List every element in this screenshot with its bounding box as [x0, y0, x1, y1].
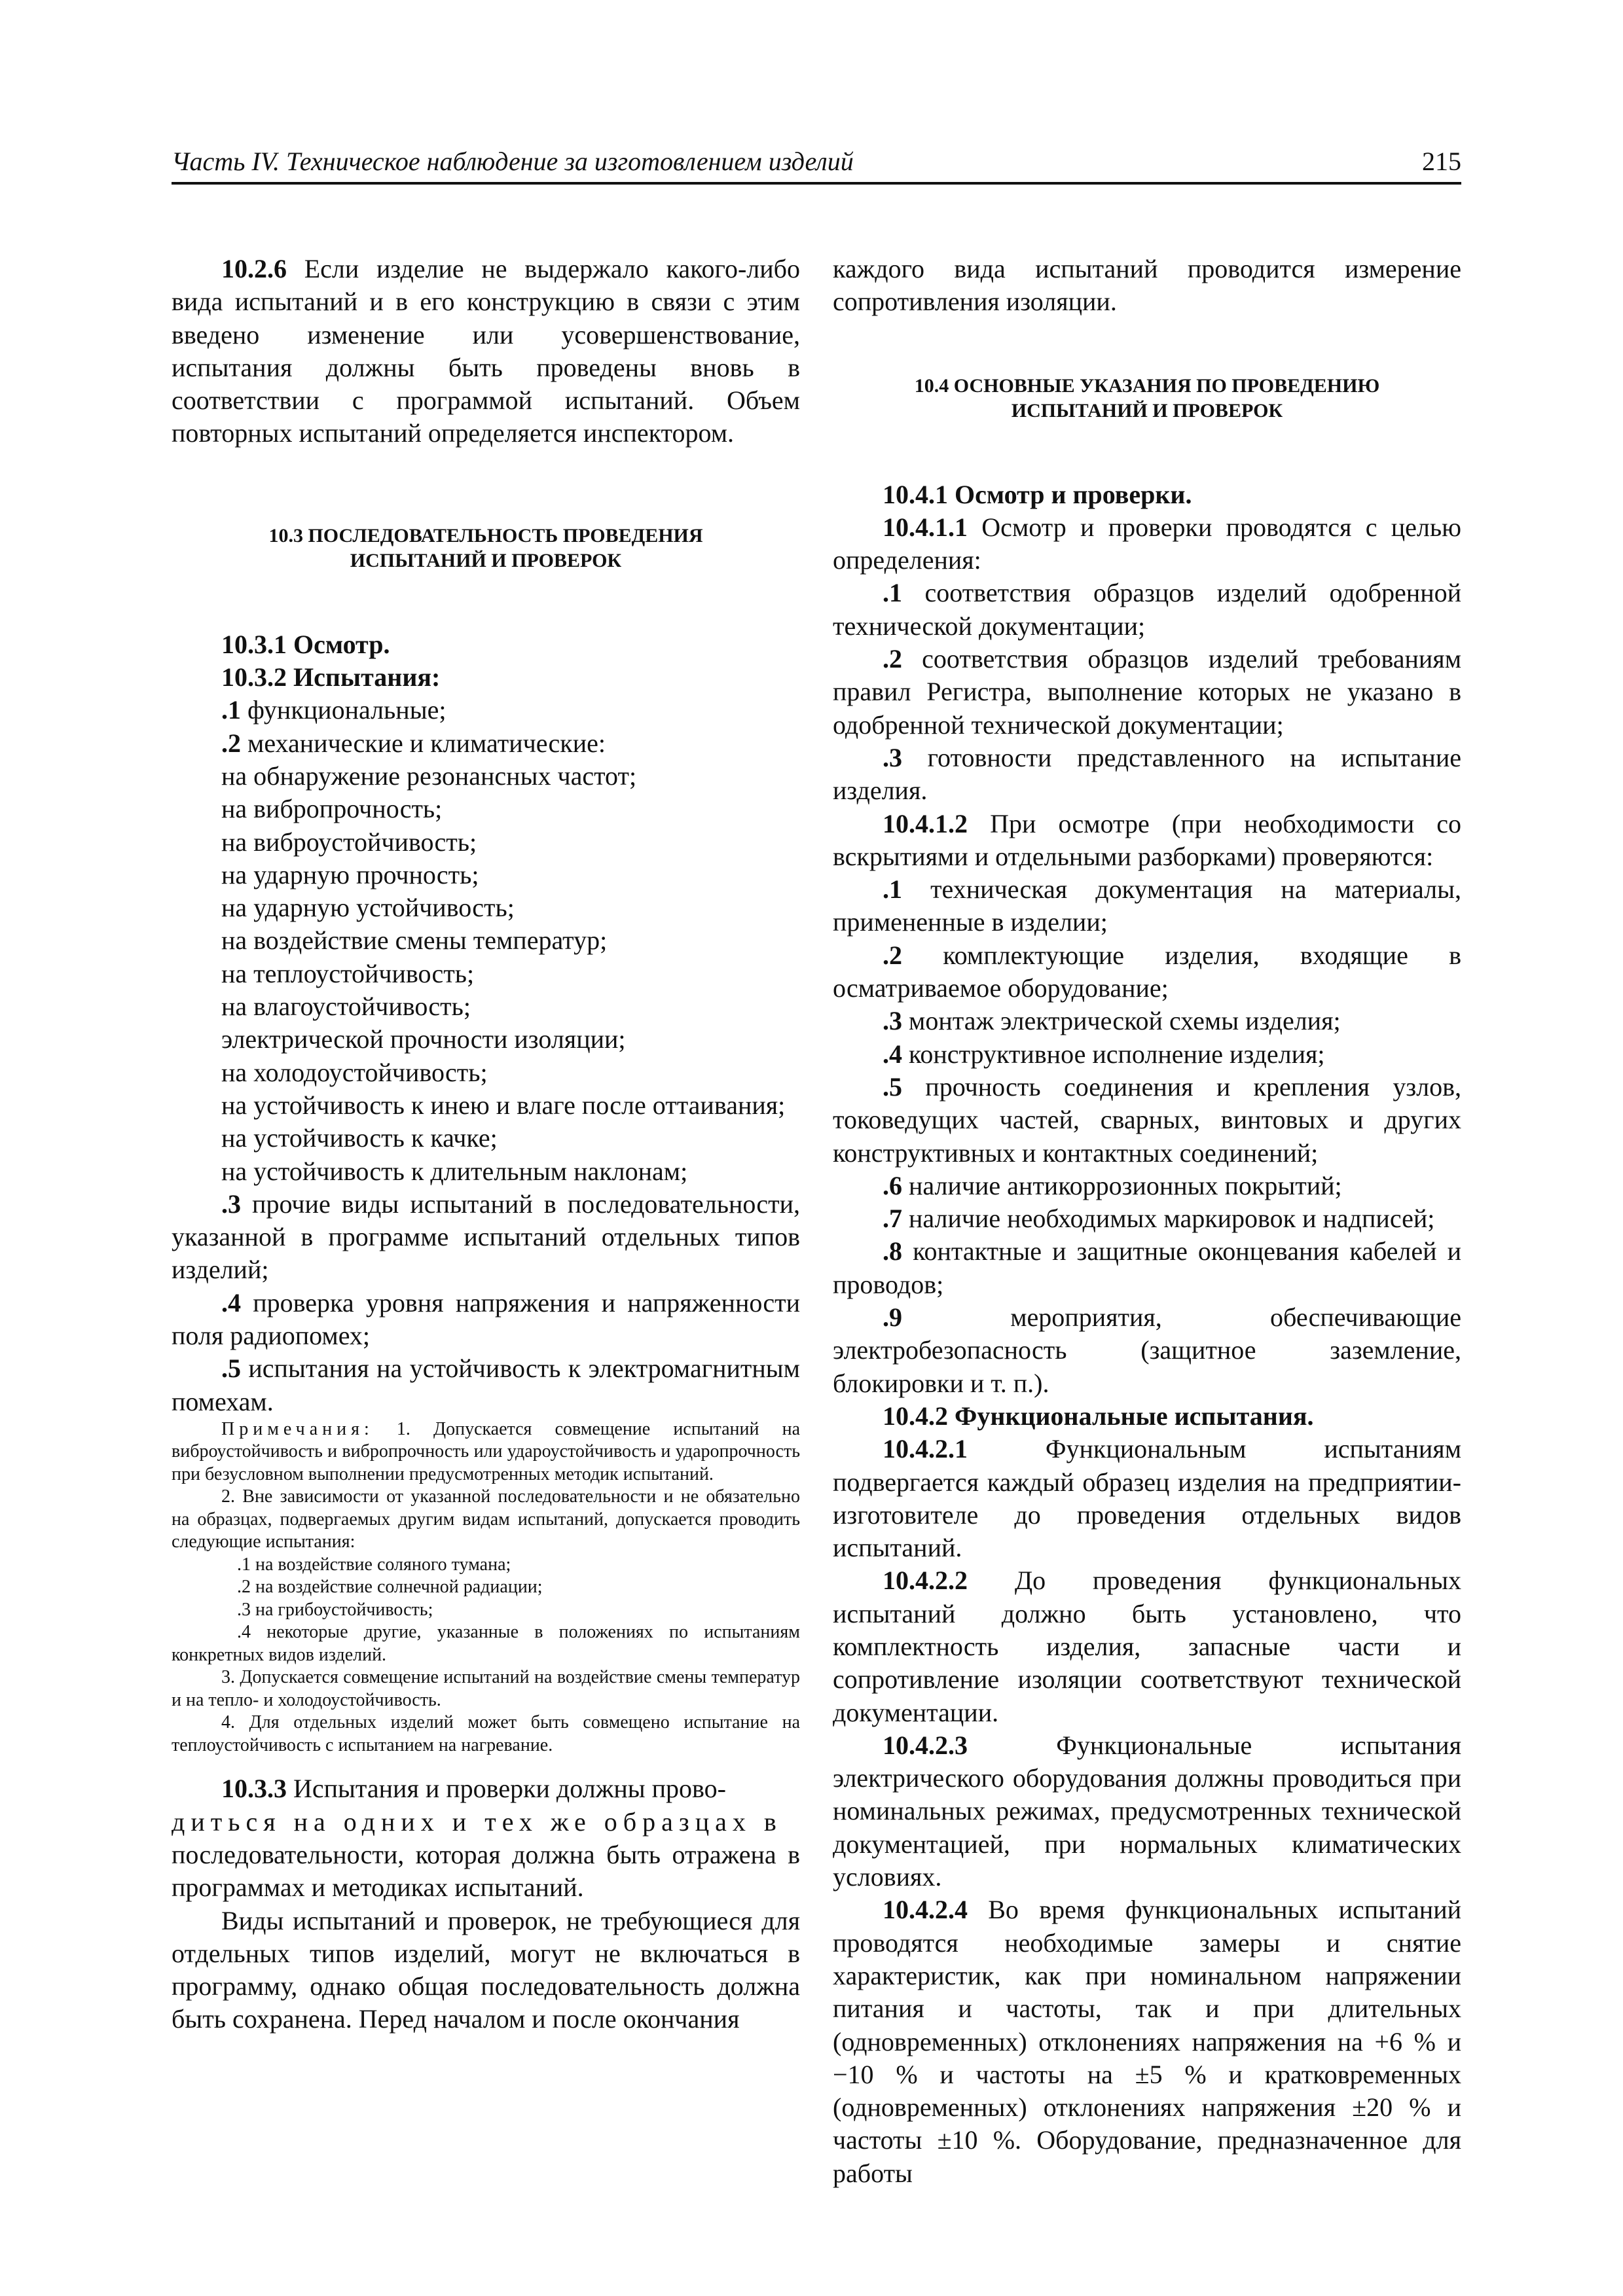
- clause-number: 10.2.6: [221, 254, 287, 283]
- paragraph-10-4-2-1: [833, 1433, 1461, 1564]
- clause-number: 10.4.1.1: [883, 512, 968, 542]
- heading-line: ИСПЫТАНИЙ И ПРОВЕРОК: [1011, 399, 1283, 422]
- item-number: .4: [221, 1287, 241, 1318]
- right-column: [833, 253, 1461, 2190]
- item-number: .3: [221, 1189, 241, 1219]
- heading-10-3-2: [172, 661, 800, 694]
- paragraph-10-4-2-4: [833, 1893, 1461, 2190]
- spacer: [172, 573, 800, 628]
- list-item: [833, 577, 1461, 643]
- test-item: на виброустойчивость;: [221, 827, 477, 857]
- section-heading-10-4: [833, 374, 1461, 423]
- heading-10-3-1: [172, 628, 800, 661]
- heading-10-4-1: [833, 478, 1461, 511]
- note-2-item: .4 некоторые другие, указанные в положениях по испытаниям конкретных видов изделий.: [172, 1622, 800, 1665]
- item-text: готовности представленного на испытание изделия.: [833, 742, 1461, 806]
- test-item: на холодоустойчивость;: [221, 1057, 488, 1087]
- item-text: проверка уровня напряжения и напряженности поля радиопомех;: [172, 1287, 800, 1351]
- test-item: на вибропрочность;: [221, 794, 443, 824]
- item-text: механические и климатические:: [241, 728, 606, 758]
- paragraph-10-4-1-2: [833, 808, 1461, 874]
- clause-text: При осмотре (при необходимости со вскрытиями и отдельными разборками) проверяются:: [833, 808, 1461, 871]
- list-item: [833, 742, 1461, 808]
- note-2-item: .1 на воздействие соляного тумана;: [237, 1554, 511, 1575]
- list-item: [833, 1071, 1461, 1170]
- paragraph-10-4-1-1: [833, 511, 1461, 577]
- subheading: 10.4.2 Функциональные испытания.: [883, 1401, 1314, 1431]
- item-number: .3: [883, 742, 902, 772]
- item-text: испытания на устойчивость к электромагнитным помехам.: [172, 1354, 800, 1416]
- heading-10-4-2: [833, 1400, 1461, 1433]
- item-text: конструктивное исполнение изделия;: [902, 1039, 1325, 1069]
- item-number: .3: [883, 1006, 902, 1036]
- heading-line: 10.4 ОСНОВНЫЕ УКАЗАНИЯ ПО ПРОВЕДЕНИЮ: [914, 374, 1380, 397]
- test-item: электрической прочности изоляции;: [221, 1024, 626, 1054]
- paragraph-10-4-2-2: [833, 1564, 1461, 1729]
- spacer: [833, 423, 1461, 478]
- test-item: на ударную устойчивость;: [221, 893, 515, 923]
- list-item: [833, 643, 1461, 742]
- subheading: 10.3.2 Испытания:: [221, 662, 441, 692]
- paragraph-10-3-3-rest: последовательности, которая должна быть отражена в программах и методиках испытаний.: [172, 1840, 800, 1903]
- page-number: 215: [1422, 147, 1461, 176]
- list-item: [172, 694, 800, 726]
- clause-text: Осмотр и проверки проводятся с целью определения:: [833, 512, 1461, 575]
- item-number: .9: [883, 1302, 902, 1333]
- test-item: на воздействие смены температур;: [221, 925, 608, 956]
- paragraph-10-3-3-line: [172, 1772, 800, 1805]
- list-item: [172, 727, 800, 760]
- header-rule: [172, 182, 1461, 185]
- subheading: 10.3.1 Осмотр.: [221, 629, 390, 659]
- item-text: монтаж электрической схемы изделия;: [902, 1006, 1341, 1036]
- item-text: соответствия образцов изделий требованиям правил Регистра, выполнение которых не указано в одобренной технической документации;: [833, 644, 1461, 740]
- spacer: [172, 1757, 800, 1772]
- note-2: 2. Вне зависимости от указанной последовательности и не обязательно на образцах, подвергаемых другим видам испытаний, допускается проводить следующие испытания:: [172, 1486, 800, 1552]
- heading-line: ИСПЫТАНИЙ И ПРОВЕРОК: [350, 549, 622, 571]
- test-item: на ударную прочность;: [221, 859, 479, 889]
- list-item: [833, 1301, 1461, 1400]
- paragraph-10-2-6: [172, 253, 800, 450]
- test-item: на устойчивость к длительным наклонам;: [221, 1156, 688, 1186]
- left-column: [172, 253, 800, 2036]
- item-text: наличие антикоррозионных покрытий;: [902, 1170, 1342, 1200]
- item-number: .5: [883, 1071, 902, 1102]
- list-item: [833, 873, 1461, 939]
- test-item: на теплоустойчивость;: [221, 958, 475, 988]
- item-number: .1: [883, 578, 902, 608]
- paragraph-10-4-2-3: [833, 1729, 1461, 1893]
- item-text: соответствия образцов изделий одобренной технической документации;: [833, 578, 1461, 641]
- item-text: прочность соединения и крепления узлов, токоведущих частей, сварных, винтовых и других конструктивных и контактных соединений;: [833, 1071, 1461, 1168]
- spacer: [833, 319, 1461, 374]
- list-item: [172, 1188, 800, 1287]
- note-1: [172, 1418, 800, 1486]
- test-item: на устойчивость к инею и влаге после оттаивания;: [221, 1090, 786, 1120]
- list-item: [833, 1235, 1461, 1301]
- paragraph-test-types: Виды испытаний и проверок, не требующиеся для отдельных типов изделий, могут не включаться в программу, однако общая последовательность должна быть сохранена. Перед началом и после окончания: [172, 1905, 800, 2034]
- clause-text: Функциональным испытаниям подвергается каждый образец изделия на предприятии-изготовителе до проведения отдельных видов испытаний.: [833, 1434, 1461, 1563]
- note-text: 1. Допускается совмещение испытаний на виброустойчивость и вибропрочность или удароустойчивость и ударопрочность при безусловном выполнении предусмотренных методик испытаний.: [172, 1418, 800, 1484]
- paragraph-10-3-3-line: диться на одних и тех же образцах в: [172, 1806, 782, 1837]
- list-item: [833, 1038, 1461, 1071]
- item-text: комплектующие изделия, входящие в осматриваемое оборудование;: [833, 940, 1461, 1003]
- item-text: мероприятия, обеспечивающие электробезопасность (защитное заземление, блокировки и т. п.).: [833, 1302, 1461, 1398]
- item-number: .2: [883, 644, 902, 674]
- test-item: на обнаружение резонансных частот;: [221, 761, 637, 791]
- note-2-item: .3 на грибоустойчивость;: [237, 1599, 433, 1620]
- item-text: контактные и защитные оконцевания кабелей и проводов;: [833, 1236, 1461, 1299]
- item-number: .7: [883, 1204, 902, 1234]
- list-item: [833, 1202, 1461, 1235]
- section-heading-10-3: [172, 524, 800, 573]
- list-item: [172, 1287, 800, 1353]
- clause-number: 10.4.2.1: [883, 1434, 968, 1464]
- item-number: .4: [883, 1039, 902, 1069]
- page-header: [172, 145, 1461, 178]
- note-3: 3. Допускается совмещение испытаний на воздействие смены температур и на тепло- и холодоустойчивость.: [172, 1667, 800, 1710]
- item-number: .6: [883, 1170, 902, 1200]
- item-number: .2: [883, 940, 902, 970]
- clause-text: Во время функциональных испытаний проводятся необходимые замеры и снятие характеристик, как при номинальном напряжении питания и частоты, так и при длительных (одновременных) отклонениях напряжения на +6 % и −10 % и частоты на ±5 % и кратковременных (одновременных) отклонениях напряжения ±20 % и частоты ±10 %. Оборудование, предназначенное для работы: [833, 1895, 1461, 2188]
- list-item: [172, 1352, 800, 1418]
- item-number: .5: [221, 1354, 241, 1384]
- item-number: .1: [221, 695, 241, 725]
- clause-number: 10.4.2.3: [883, 1730, 968, 1760]
- subheading: 10.4.1 Осмотр и проверки.: [883, 479, 1192, 509]
- test-item: на устойчивость к качке;: [221, 1123, 498, 1153]
- item-number: .2: [221, 728, 241, 758]
- note-2-item: .2 на воздействие солнечной радиации;: [237, 1577, 543, 1598]
- item-number: .1: [883, 874, 902, 905]
- item-text: техническая документация на материалы, примененные в изделии;: [833, 874, 1461, 937]
- list-item: [833, 939, 1461, 1005]
- spacer: [172, 450, 800, 524]
- running-title: Часть IV. Техническое наблюдение за изготовлением изделий: [172, 147, 854, 176]
- note-label: Примечания:: [221, 1418, 374, 1439]
- note-4: 4. Для отдельных изделий может быть совмещено испытание на теплоустойчивость с испытанием на нагревание.: [172, 1712, 800, 1755]
- clause-number: 10.4.1.2: [883, 808, 968, 838]
- item-number: .8: [883, 1236, 902, 1266]
- item-text: наличие необходимых маркировок и надписей;: [902, 1204, 1435, 1234]
- list-item: [833, 1170, 1461, 1202]
- clause-number: 10.4.2.4: [883, 1895, 968, 1925]
- list-item: [833, 1005, 1461, 1037]
- paragraph-continuation: каждого вида испытаний проводится измерение сопротивления изоляции.: [833, 254, 1461, 317]
- heading-line: 10.3 ПОСЛЕДОВАТЕЛЬНОСТЬ ПРОВЕДЕНИЯ: [268, 524, 703, 547]
- clause-number: 10.4.2.2: [883, 1566, 968, 1596]
- test-item: на влагоустойчивость;: [221, 992, 471, 1022]
- clause-text: До проведения функциональных испытаний должно быть установлено, что комплектность изделия, запасные части и сопротивление изоляции соответствуют технической документации.: [833, 1566, 1461, 1727]
- item-text: функциональные;: [241, 695, 447, 725]
- clause-text: Функциональные испытания электрического оборудования должны проводиться при номинальных режимах, предусмотренных технической документацией, при нормальных климатических условиях.: [833, 1730, 1461, 1892]
- clause-text: Испытания и проверки должны прово-: [287, 1774, 726, 1804]
- item-text: прочие виды испытаний в последовательности, указанной в программе испытаний отдельных типов изделий;: [172, 1189, 800, 1285]
- clause-number: 10.3.3: [221, 1774, 287, 1804]
- clause-text: Если изделие не выдержало какого-либо вида испытаний и в его конструкцию в связи с этим введено изменение или усовершенствование, испытания должны быть проведены вновь в соответствии с программой испытаний. Объем повторных испытаний определяется инспектором.: [172, 254, 800, 448]
